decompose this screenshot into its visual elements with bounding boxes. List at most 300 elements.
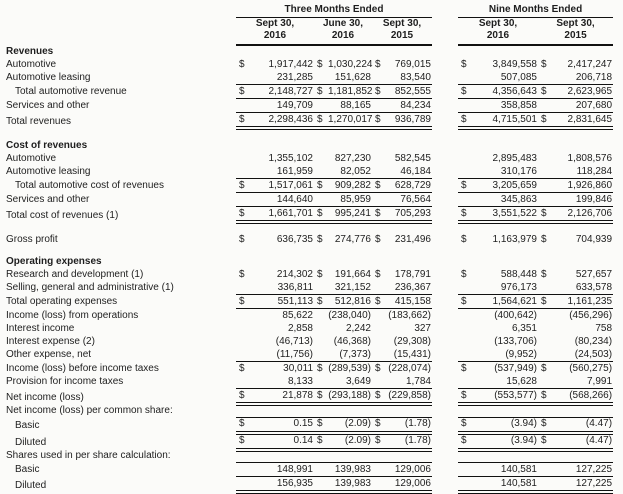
currency-symbol xyxy=(458,348,472,362)
currency-symbol xyxy=(314,281,328,295)
row-label: Diluted xyxy=(15,437,47,448)
column-gap xyxy=(432,58,458,71)
currency-symbol xyxy=(236,281,249,295)
row-label: Total cost of revenues (1) xyxy=(6,209,119,221)
currency-symbol xyxy=(372,193,386,207)
cell-value: 705,293 xyxy=(386,207,432,223)
cell-value: 345,863 xyxy=(472,193,538,207)
row-label: Total revenues xyxy=(6,115,72,127)
currency-symbol: $ xyxy=(458,433,472,450)
cell-value: 151,628 xyxy=(328,71,372,85)
currency-symbol xyxy=(314,255,328,268)
currency-symbol xyxy=(236,45,249,58)
cell-value: 129,006 xyxy=(386,477,432,493)
currency-symbol: $ xyxy=(314,417,328,433)
row-label: Net income (loss) xyxy=(6,391,84,403)
row-label: Basic xyxy=(15,464,40,475)
cell-value: 7,991 xyxy=(552,375,613,389)
cell-value: 2,831,645 xyxy=(552,113,613,129)
row-label: Net income (loss) per common share: xyxy=(6,404,173,416)
cell-value: (29,308) xyxy=(393,335,431,347)
currency-symbol xyxy=(372,322,386,335)
currency-symbol: $ xyxy=(372,85,386,99)
header-spacer xyxy=(6,17,236,45)
row-label: Basic xyxy=(15,420,40,431)
cell-value: 21,878 xyxy=(249,389,314,405)
currency-symbol: $ xyxy=(461,233,467,245)
cell-value: 214,302 xyxy=(276,268,313,280)
cell-value: (238,040) xyxy=(328,309,371,321)
row-label: Total automotive revenue xyxy=(15,86,127,97)
currency-symbol: $ xyxy=(458,389,472,405)
cell-value: 2,623,965 xyxy=(552,85,613,99)
currency-symbol xyxy=(372,450,386,463)
currency-symbol xyxy=(458,477,472,493)
cell-value: (46,713) xyxy=(275,335,313,347)
currency-symbol xyxy=(458,335,472,348)
currency-symbol: $ xyxy=(541,58,547,70)
column-gap xyxy=(432,309,458,323)
currency-symbol: $ xyxy=(314,295,328,309)
currency-symbol: $ xyxy=(317,58,323,70)
cell-value: (7,373) xyxy=(328,348,372,362)
column-header-line1: Sept 30, xyxy=(382,18,422,29)
currency-symbol: $ xyxy=(461,268,467,280)
cell-value xyxy=(249,404,314,417)
cell-value: (2.09) xyxy=(328,433,372,450)
table-row xyxy=(6,463,613,477)
cell-value: 149,709 xyxy=(249,99,314,113)
currency-symbol xyxy=(538,322,552,335)
cell-value: (537,949) xyxy=(494,362,537,374)
cell-value: (80,234) xyxy=(574,335,613,347)
table-row xyxy=(6,165,613,179)
currency-symbol xyxy=(372,45,386,58)
column-header-line2: 2015 xyxy=(564,30,587,41)
currency-symbol: $ xyxy=(538,433,552,450)
currency-symbol: $ xyxy=(538,295,552,309)
currency-symbol xyxy=(314,139,328,152)
cell-value xyxy=(472,404,538,417)
column-header-3m-june-2016 xyxy=(314,17,372,45)
currency-symbol: $ xyxy=(317,362,323,374)
cell-value: 336,811 xyxy=(249,281,314,295)
currency-symbol xyxy=(538,463,552,477)
cell-value: 633,578 xyxy=(552,281,613,295)
currency-symbol: $ xyxy=(461,362,467,374)
currency-symbol xyxy=(236,477,249,493)
column-gap xyxy=(432,281,458,295)
currency-symbol xyxy=(458,99,472,113)
currency-symbol xyxy=(236,348,249,362)
row-label: Services and other xyxy=(6,100,90,111)
cell-value: 1,784 xyxy=(386,375,432,389)
currency-symbol xyxy=(538,450,552,463)
table-row xyxy=(6,450,613,463)
cell-value: (568,266) xyxy=(552,389,613,405)
currency-symbol xyxy=(372,375,386,389)
currency-symbol xyxy=(372,463,386,477)
col-group-nine-months: Nine Months Ended xyxy=(458,3,613,17)
currency-symbol: $ xyxy=(372,295,386,309)
cell-value: 1,661,701 xyxy=(249,207,314,223)
cell-value: 1,517,061 xyxy=(249,179,314,193)
currency-symbol xyxy=(236,404,249,417)
currency-symbol: $ xyxy=(314,207,328,223)
table-row xyxy=(6,362,613,376)
column-gap xyxy=(432,193,458,207)
currency-symbol xyxy=(372,309,386,323)
cell-value: 178,791 xyxy=(394,268,431,280)
table-row xyxy=(6,152,613,165)
table-row xyxy=(6,404,613,417)
table-row xyxy=(6,179,613,193)
row-label: Income (loss) before income taxes xyxy=(6,362,159,374)
cell-value: 995,241 xyxy=(328,207,372,223)
currency-symbol xyxy=(458,71,472,85)
cell-value: 2,858 xyxy=(287,322,313,334)
currency-symbol xyxy=(538,375,552,389)
currency-symbol xyxy=(314,375,328,389)
table-row xyxy=(6,207,613,223)
row-label: Income (loss) from operations xyxy=(6,309,139,321)
currency-symbol xyxy=(314,193,328,207)
cell-value xyxy=(386,139,432,152)
row-label: Cost of revenues xyxy=(6,139,88,151)
cell-value: (3.94) xyxy=(472,417,538,433)
cell-value: 769,015 xyxy=(394,58,431,70)
currency-symbol xyxy=(372,255,386,268)
cell-value: 628,729 xyxy=(386,179,432,193)
cell-value xyxy=(552,255,613,268)
row-label: Provision for income taxes xyxy=(6,376,124,387)
cell-value: 83,540 xyxy=(386,71,432,85)
currency-symbol: $ xyxy=(317,233,323,245)
row-label: Total operating expenses xyxy=(6,296,118,307)
cell-value: 144,640 xyxy=(249,193,314,207)
cell-value: (133,706) xyxy=(494,335,537,347)
currency-symbol: $ xyxy=(458,85,472,99)
currency-symbol xyxy=(236,139,249,152)
cell-value: 129,006 xyxy=(386,463,432,477)
currency-symbol: $ xyxy=(458,113,472,129)
row-label: Automotive leasing xyxy=(6,166,91,177)
cell-value: 127,225 xyxy=(552,477,613,493)
cell-value xyxy=(328,139,372,152)
table-row xyxy=(6,85,613,99)
column-gap xyxy=(432,335,458,348)
currency-symbol: $ xyxy=(541,268,547,280)
currency-symbol xyxy=(372,281,386,295)
cell-value: 15,628 xyxy=(472,375,538,389)
cell-value: 2,242 xyxy=(345,322,371,334)
table-head xyxy=(6,3,613,45)
column-gap xyxy=(432,362,458,376)
cell-value: (1.78) xyxy=(386,417,432,433)
cell-value: 46,184 xyxy=(386,165,432,179)
table-row xyxy=(6,375,613,389)
currency-symbol xyxy=(236,71,249,85)
cell-value: 206,718 xyxy=(552,71,613,85)
column-gap xyxy=(432,207,458,223)
currency-symbol: $ xyxy=(236,85,249,99)
currency-symbol xyxy=(236,152,249,165)
currency-symbol xyxy=(458,404,472,417)
row-label: Services and other xyxy=(6,194,90,205)
table-row xyxy=(6,309,613,323)
cell-value xyxy=(328,255,372,268)
cell-value: (183,662) xyxy=(388,309,431,321)
currency-symbol xyxy=(538,255,552,268)
cell-value: (456,296) xyxy=(569,309,613,321)
table-row xyxy=(6,45,613,58)
currency-symbol: $ xyxy=(372,207,386,223)
row-label: Automotive xyxy=(6,58,57,70)
table-row xyxy=(6,268,613,281)
table-row xyxy=(6,322,613,335)
table-body xyxy=(6,45,613,492)
column-gap xyxy=(432,179,458,193)
column-header-line1: June 30, xyxy=(322,18,364,29)
cell-value xyxy=(472,255,538,268)
spacer-row xyxy=(6,128,613,139)
column-gap xyxy=(432,85,458,99)
cell-value: 274,776 xyxy=(334,233,371,245)
currency-symbol xyxy=(236,463,249,477)
cell-value: (4.47) xyxy=(552,433,613,450)
column-header-line1: Sept 30, xyxy=(255,18,295,29)
currency-symbol: $ xyxy=(538,85,552,99)
table-row xyxy=(6,193,613,207)
currency-symbol xyxy=(538,281,552,295)
currency-symbol: $ xyxy=(236,389,249,405)
cell-value: (15,431) xyxy=(386,348,432,362)
cell-value: 2,148,727 xyxy=(249,85,314,99)
currency-symbol: $ xyxy=(372,179,386,193)
row-label: Research and development (1) xyxy=(6,268,144,280)
cell-value: (560,275) xyxy=(569,362,613,374)
currency-symbol xyxy=(458,255,472,268)
row-spacer xyxy=(6,222,613,233)
cell-value: 76,564 xyxy=(386,193,432,207)
cell-value: 88,165 xyxy=(328,99,372,113)
currency-symbol xyxy=(314,450,328,463)
cell-value: 30,011 xyxy=(283,362,313,374)
cell-value: (228,074) xyxy=(388,362,431,374)
currency-symbol xyxy=(314,404,328,417)
row-label: Total automotive cost of revenues xyxy=(15,180,164,191)
column-header-line2: 2015 xyxy=(390,30,414,41)
cell-value: (2.09) xyxy=(328,417,372,433)
currency-symbol: $ xyxy=(314,179,328,193)
currency-symbol xyxy=(372,152,386,165)
cell-value: 85,622 xyxy=(282,309,313,321)
currency-symbol xyxy=(538,404,552,417)
currency-symbol: $ xyxy=(314,113,328,129)
currency-symbol xyxy=(314,463,328,477)
currency-symbol xyxy=(538,193,552,207)
column-gap xyxy=(432,255,458,268)
cell-value: 507,085 xyxy=(472,71,538,85)
cell-value: 1,917,442 xyxy=(268,58,313,70)
currency-symbol xyxy=(314,71,328,85)
cell-value: 2,417,247 xyxy=(567,58,613,70)
table-row xyxy=(6,255,613,268)
currency-symbol xyxy=(538,165,552,179)
currency-symbol xyxy=(458,152,472,165)
table-row xyxy=(6,348,613,362)
currency-symbol xyxy=(538,99,552,113)
currency-symbol: $ xyxy=(461,58,467,70)
currency-symbol xyxy=(236,99,249,113)
currency-symbol xyxy=(538,139,552,152)
cell-value: 827,230 xyxy=(334,152,371,164)
currency-symbol xyxy=(372,165,386,179)
table-row xyxy=(6,99,613,113)
row-spacer xyxy=(6,128,613,139)
column-gap xyxy=(432,45,458,58)
currency-symbol xyxy=(458,450,472,463)
cell-value xyxy=(552,450,613,463)
table-row xyxy=(6,335,613,348)
currency-symbol xyxy=(458,309,472,323)
column-header-3m-sept-2015 xyxy=(372,17,432,45)
column-gap xyxy=(432,17,458,45)
cell-value: 1,270,017 xyxy=(328,113,372,129)
cell-value: 156,935 xyxy=(249,477,314,493)
cell-value: 310,176 xyxy=(472,165,538,179)
cell-value: 0.15 xyxy=(249,417,314,433)
table-row xyxy=(6,113,613,129)
column-gap xyxy=(432,165,458,179)
currency-symbol xyxy=(236,322,249,335)
cell-value: 4,356,643 xyxy=(472,85,538,99)
cell-value xyxy=(249,45,314,58)
currency-symbol xyxy=(372,404,386,417)
cell-value xyxy=(386,255,432,268)
cell-value: 231,285 xyxy=(249,71,314,85)
currency-symbol xyxy=(236,450,249,463)
cell-value: 82,052 xyxy=(328,165,372,179)
currency-symbol: $ xyxy=(239,233,245,245)
cell-value: (293,188) xyxy=(328,389,372,405)
currency-symbol xyxy=(538,152,552,165)
table-row xyxy=(6,281,613,295)
cell-value: 161,959 xyxy=(249,165,314,179)
income-statement-table xyxy=(6,3,613,494)
spacer-row xyxy=(6,246,613,255)
cell-value: 140,581 xyxy=(472,477,538,493)
currency-symbol: $ xyxy=(372,389,386,405)
table-row xyxy=(6,295,613,309)
col-group-three-months: Three Months Ended xyxy=(236,3,432,17)
cell-value: 8,133 xyxy=(249,375,314,389)
cell-value: 1,181,852 xyxy=(328,85,373,97)
row-label: Other expense, net xyxy=(6,349,92,360)
cell-value: 231,496 xyxy=(394,233,431,245)
currency-symbol xyxy=(538,335,552,348)
currency-symbol xyxy=(314,322,328,335)
currency-symbol: $ xyxy=(538,417,552,433)
currency-symbol xyxy=(314,348,328,362)
currency-symbol xyxy=(372,477,386,493)
currency-symbol xyxy=(314,335,328,348)
currency-symbol xyxy=(372,348,386,362)
cell-value: 1,161,235 xyxy=(552,295,613,309)
cell-value xyxy=(472,45,538,58)
column-gap xyxy=(432,152,458,165)
column-gap xyxy=(432,139,458,152)
cell-value xyxy=(386,45,432,58)
row-label: Operating expenses xyxy=(6,255,102,267)
cell-value: (46,368) xyxy=(333,335,371,347)
cell-value: 139,983 xyxy=(328,463,372,477)
cell-value: (9,952) xyxy=(472,348,538,362)
cell-value: 551,113 xyxy=(249,295,314,309)
column-gap xyxy=(432,348,458,362)
currency-symbol: $ xyxy=(236,295,249,309)
cell-value: 512,816 xyxy=(328,295,372,309)
currency-symbol: $ xyxy=(375,268,381,280)
cell-value xyxy=(552,139,613,152)
table-row xyxy=(6,477,613,493)
column-gap xyxy=(432,463,458,477)
cell-value: 3,205,659 xyxy=(472,179,538,193)
cell-value: 3,849,558 xyxy=(492,58,537,70)
currency-symbol: $ xyxy=(538,113,552,129)
column-gap xyxy=(432,433,458,450)
cell-value: 1,808,576 xyxy=(567,152,613,164)
row-label: Interest income xyxy=(6,322,75,334)
cell-value: (3.94) xyxy=(472,433,538,450)
cell-value: 148,991 xyxy=(249,463,314,477)
currency-symbol xyxy=(458,45,472,58)
currency-symbol: $ xyxy=(314,389,328,405)
cell-value: 936,789 xyxy=(386,113,432,129)
currency-symbol xyxy=(236,375,249,389)
column-header-line1: Sept 30, xyxy=(478,18,518,29)
cell-value: 236,367 xyxy=(386,281,432,295)
group-header-row xyxy=(6,3,613,17)
column-gap xyxy=(432,450,458,463)
currency-symbol: $ xyxy=(541,233,547,245)
currency-symbol: $ xyxy=(314,433,328,450)
currency-symbol: $ xyxy=(538,207,552,223)
cell-value xyxy=(552,404,613,417)
column-gap xyxy=(432,268,458,281)
currency-symbol xyxy=(458,139,472,152)
cell-value: 1,163,979 xyxy=(492,233,537,245)
row-label: Revenues xyxy=(6,45,54,57)
cell-value: 199,846 xyxy=(552,193,613,207)
row-label: Shares used in per share calculation: xyxy=(6,450,171,461)
cell-value xyxy=(472,450,538,463)
cell-value: 1,355,102 xyxy=(268,152,313,164)
column-gap xyxy=(432,295,458,309)
currency-symbol xyxy=(314,152,328,165)
currency-symbol xyxy=(236,165,249,179)
currency-symbol xyxy=(372,139,386,152)
row-label: Diluted xyxy=(15,479,47,491)
currency-symbol xyxy=(458,322,472,335)
currency-symbol xyxy=(538,45,552,58)
currency-symbol xyxy=(236,335,249,348)
cell-value: 758 xyxy=(595,322,613,334)
currency-symbol xyxy=(314,45,328,58)
currency-symbol xyxy=(236,255,249,268)
cell-value: 636,735 xyxy=(276,233,313,245)
cell-value: 1,030,224 xyxy=(328,58,373,70)
